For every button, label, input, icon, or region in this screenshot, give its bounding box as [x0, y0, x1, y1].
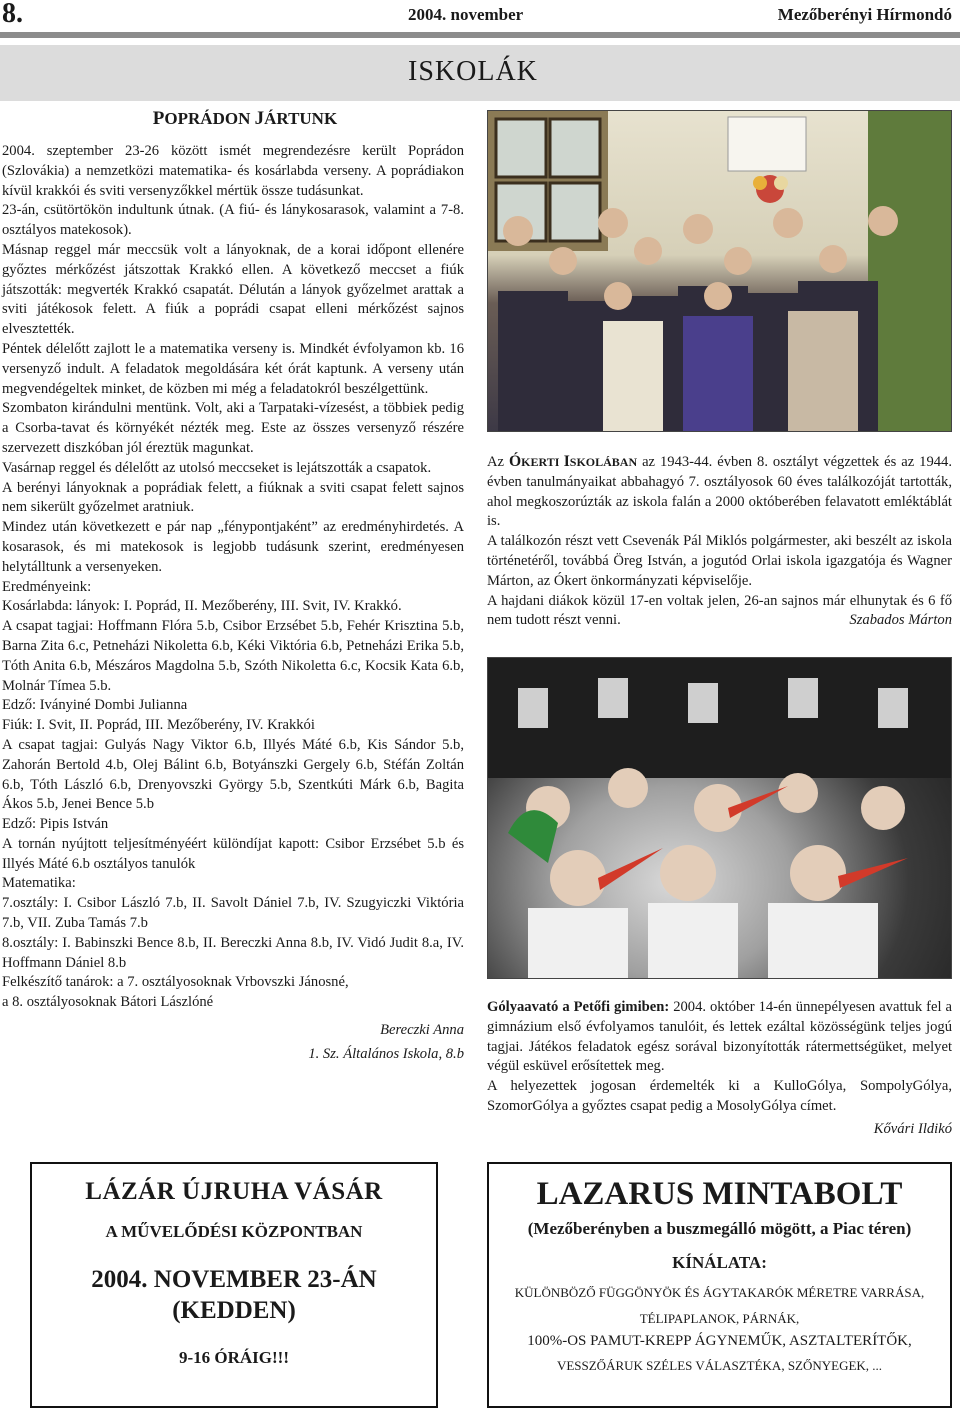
paragraph: Mindez után következett e pár nap „fénypontjaként” az eredményhirdetés. A kosarasok, és mi matekosok is legjobb tudásunk szerint, eredményesen helytálltunk a versenyeken. [2, 519, 464, 575]
paragraph: Matematika: [2, 875, 76, 892]
paragraph: Edző: Iványiné Dombi Julianna [2, 697, 188, 714]
author-signature: Kővári Ildikó [873, 1120, 952, 1137]
paragraph: Az ÓKERTI ISKOLÁBAN az 1943-44. évben 8. osztályt végzettek és az 1944. évben tanulmányaikat abbahagyó 7. osztályosok 60 éves találkozóját tartották, ahol megkoszorúzták az iskola falán a 2000 októberében felavatott emléktáblát is. [487, 453, 952, 530]
author-signature: Bereczki Anna [380, 1022, 464, 1039]
ad-lazar-clothing-sale [30, 1162, 438, 1408]
paragraph: A berényi lányoknak a poprádiak felett, a fiúknak a sviti csapat felett sajnos nem sikerült győzelmet aratniuk. [2, 479, 464, 516]
reunion-group-photo [487, 110, 952, 432]
paragraph: A hajdani diákok közül 17-en voltak jelen, 26-an sajnos már elhunytak és 6 fő nem tudott részt venni. Szabados Márton [487, 592, 952, 632]
paragraph: 7.osztály: I. Csibor László 7.b, II. Savolt Dániel 7.b, IV. Szugyiczki Viktória 7.b, VII. Zuba Tamás 7.b [2, 895, 464, 932]
ad-offer-item: 100%-OS PAMUT-KREPP ÁGYNEMŰK, ASZTALTERÍTŐK, [527, 1333, 912, 1349]
paragraph: A helyezettek jogosan érdemelték ki a KulloGólya, SompolyGólya, SzomorGólya a győztes csapat pedig a MosolyGólya címet. [487, 1078, 952, 1114]
article-lead: Gólyaavató a Petőfi gimiben: [487, 999, 670, 1015]
paragraph: Fiúk: I. Svit, II. Poprád, III. Mezőberény, IV. Krakkói [2, 717, 315, 734]
page-number: 8. [2, 0, 23, 29]
paragraph: A csapat tagjai: Hoffmann Flóra 5.b, Csibor Erzsébet 5.b, Fehér Krisztina 5.b, Barna Zita 6.c, Petneházi Nikoletta 6.b, Kéki Viktória 6.b, Petneházi Erika 5.b, Tóth Anita 6.b, Mészáros Magdolna 5.b, Szóth Nikoletta 6.c, Kocsik Kata 6.b, Molnár Tímea 5.b. [2, 618, 464, 694]
paragraph: Eredményeink: [2, 578, 92, 595]
ad-location: (Mezőberényben a buszmegálló mögött, a Piac téren) [527, 1219, 912, 1238]
paragraph: 23-án, csütörtökön indultunk útnak. (A fiú- és lánykosarasok, valamint a 7-8. osztályos matekosok). [2, 202, 464, 239]
paragraph: A csapat tagjai: Gulyás Nagy Viktor 6.b, Illyés Máté 6.b, Kis Sándor 5.b, Zahorán Bertold 4.b, Olej Bálint 6.b, Botyánszki Gergely 6.b, Stéfán Zoltán 6.b, Tóth László 6.b, Drenyovszki György 5.b, Szentkúti Márk 6.b, Bagita Ákos 5.b, Jenei Bence 5.b [2, 736, 464, 813]
ad-offer-item: KÜLÖNBÖZŐ FÜGGÖNYÖK ÉS ÁGYTAKARÓK MÉRETRE VARRÁSA, [514, 1285, 925, 1300]
article-golyaavato [487, 998, 952, 1141]
article-popradon [2, 108, 464, 1066]
ad-offer-title: KÍNÁLATA: [672, 1253, 767, 1272]
ad-headline: LÁZÁR ÚJRUHA VÁSÁR [85, 1178, 383, 1205]
paragraph: Péntek délelőtt zajlott le a matematika verseny is. Mindkét évfolyamon kb. 16 versenyző indult. A feladatok megoldására két órát kaptunk. A verseny után megvendégeltek minket, de közben mi még a feladatokról beszélgettünk. [2, 340, 464, 397]
article-title: POPRÁDON JÁRTUNK [152, 108, 338, 129]
reunion-photo-illustration [488, 111, 952, 432]
paragraph: Edző: Pipis István [2, 816, 109, 833]
paragraph: a 8. osztályosoknak Bátori Lászlóné [2, 994, 214, 1011]
paragraph: 2004. szeptember 23-26 között ismét megrendezésre került Poprádon (Szlovákia) a nemzetközi matematika- és kosárlabda verseny. A poprádiakon kívül krakkói és sviti versenyzőkkel mértük össze tudásunkat. [2, 143, 464, 199]
initiation-ceremony-photo [487, 657, 952, 979]
paragraph: Másnap reggel már meccsük volt a lányoknak, de a korai időpont ellenére győztes mérkőzést játszottak Krakkó ellen. A következő meccset a fiúk játszották: megverték Krakkó csapatát. Délután a lányok győzelmet arattak a sviti játékosok felett. A fiúk a poprádi csapat elleni mérkőzést sajnos elvesztették. [2, 241, 464, 338]
paragraph: Szombaton kirándulni mentünk. Volt, aki a Tarpataki-vízesést, a többiek pedig a Csorba-tavat és környékét nézték meg. Este az összes versenyző részére szervezett diszkóban jól éreztük magunkat. [2, 400, 464, 456]
paragraph: Gólyaavató a Petőfi gimiben: 2004. október 14-én ünnepélyesen avattuk fel a gimnázium első évfolyamos tanulóit, és lettek ezáltal közösségünk teljes jogú tagjai. Játékos feladatok egész sorával bizonyították rátermettségüket, melyet végül esküvel erősítettek meg. [487, 999, 952, 1075]
issue-date: 2004. november [408, 5, 524, 24]
ad-offer-item: TÉLIPAPLANOK, PÁRNÁK, [639, 1311, 800, 1326]
paragraph: Felkészítő tanárok: a 7. osztályosoknak Vrbovszki Jánosné, [2, 974, 349, 991]
author-signature: Szabados Márton [849, 612, 952, 629]
author-school: 1. Sz. Általános Iskola, 8.b [308, 1046, 464, 1063]
paragraph: 8.osztály: I. Babinszki Bence 8.b, II. Bereczki Anna 8.b, IV. Vidó Judit 8.a, IV. Hoffmann Dániel 8.b [2, 934, 464, 971]
page-header [0, 0, 960, 30]
initiation-photo-illustration [488, 658, 952, 979]
ad-offer-item: VESSZŐÁRUK SZÉLES VÁLASZTÉKA, SZŐNYEGEK, ... [556, 1358, 883, 1373]
ad-date: 2004. NOVEMBER 23-ÁN (KEDDEN) [91, 1266, 377, 1324]
ad-headline: LAZARUS MINTABOLT [536, 1176, 903, 1212]
newspaper-name: Mezőberényi Hírmondó [777, 5, 952, 24]
paragraph: A tornán nyújtott teljesítményéért különdíjat kapott: Csibor Erzsébet 5.b és Illyés Máté 6.b osztályos tanulók [2, 835, 464, 872]
section-title: ISKOLÁK [408, 56, 538, 87]
paragraph: A találkozón részt vett Csevenák Pál Miklós polgármester, aki beszélt az iskola történetéről, továbbá Öreg István, a jogutód Orlai iskola igazgatója és Wagner Márton, az Ókert önkormányzati képviselője. [487, 533, 952, 589]
paragraph: Vasárnap reggel és délelőtt az utolsó meccseket is lejátszották a csapatok. [2, 459, 432, 476]
ad-venue: A MŰVELŐDÉSI KÖZPONTBAN [105, 1222, 363, 1241]
ad-hours: 9-16 ÓRÁIG!!! [178, 1348, 289, 1367]
article-okerti-iskola [487, 452, 952, 631]
article-body [2, 142, 464, 1013]
paragraph: Kosárlabda: lányok: I. Poprád, II. Mezőberény, III. Svit, IV. Krakkó. [2, 598, 402, 615]
header-rule [0, 32, 960, 38]
ad-lazarus-shop [487, 1162, 952, 1408]
